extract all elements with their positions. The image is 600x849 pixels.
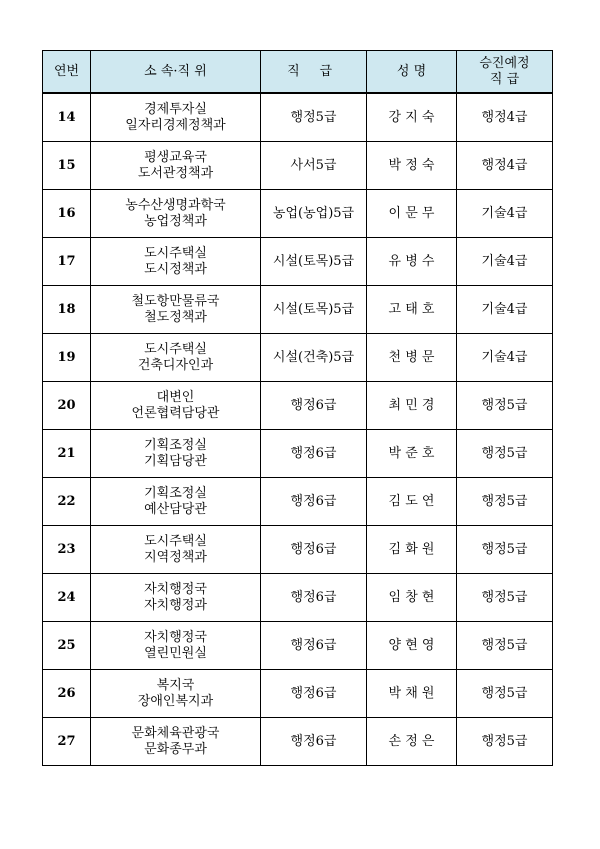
row-department-bureau: 도시주택실 <box>144 245 207 261</box>
row-name: 박 채 원 <box>367 670 457 718</box>
row-number: 27 <box>43 718 91 766</box>
row-name: 천 병 문 <box>367 334 457 382</box>
row-number: 22 <box>43 478 91 526</box>
row-number: 26 <box>43 670 91 718</box>
row-promotion-grade: 행정4급 <box>457 142 553 190</box>
row-department <box>91 574 261 622</box>
row-department-bureau: 자치행정국 <box>144 629 207 645</box>
row-promotion-grade: 기술4급 <box>457 190 553 238</box>
row-department-bureau: 농수산생명과학국 <box>125 197 226 213</box>
row-number: 20 <box>43 382 91 430</box>
row-number: 14 <box>43 93 91 142</box>
table-row <box>43 670 553 718</box>
row-grade: 행정6급 <box>261 478 367 526</box>
row-promotion-grade: 행정5급 <box>457 478 553 526</box>
table-row <box>43 238 553 286</box>
row-name: 박 정 숙 <box>367 142 457 190</box>
row-number: 25 <box>43 622 91 670</box>
promotion-table <box>42 50 553 766</box>
row-department-division: 문화종무과 <box>144 741 207 757</box>
row-name: 박 준 호 <box>367 430 457 478</box>
row-promotion-grade: 기술4급 <box>457 286 553 334</box>
table-body <box>43 93 553 766</box>
row-department-division: 예산담당관 <box>144 501 207 517</box>
row-department <box>91 670 261 718</box>
row-name: 임 창 현 <box>367 574 457 622</box>
row-grade: 사서5급 <box>261 142 367 190</box>
row-department-bureau: 철도항만물류국 <box>131 293 220 309</box>
row-department-division: 지역정책과 <box>144 549 207 565</box>
header-promo-line2: 직 급 <box>489 71 520 87</box>
header-no: 연번 <box>43 51 91 94</box>
row-department-division: 기획담당관 <box>144 453 207 469</box>
row-name: 손 정 은 <box>367 718 457 766</box>
row-department-division: 언론협력담당관 <box>131 405 220 421</box>
row-grade: 행정5급 <box>261 93 367 142</box>
row-grade: 농업(농업)5급 <box>261 190 367 238</box>
row-department-bureau: 도시주택실 <box>144 341 207 357</box>
row-grade: 행정6급 <box>261 670 367 718</box>
table-row <box>43 622 553 670</box>
row-number: 17 <box>43 238 91 286</box>
table-row <box>43 190 553 238</box>
row-department-division: 장애인복지과 <box>137 693 214 709</box>
row-department-bureau: 기획조정실 <box>144 485 207 501</box>
row-grade: 행정6급 <box>261 382 367 430</box>
row-department <box>91 334 261 382</box>
row-promotion-grade: 기술4급 <box>457 238 553 286</box>
table-row <box>43 286 553 334</box>
table-row <box>43 93 553 142</box>
header-promo <box>457 51 553 94</box>
row-number: 21 <box>43 430 91 478</box>
row-promotion-grade: 행정5급 <box>457 526 553 574</box>
table-row <box>43 718 553 766</box>
row-grade: 행정6급 <box>261 574 367 622</box>
row-department <box>91 93 261 142</box>
row-promotion-grade: 행정5급 <box>457 382 553 430</box>
row-name: 고 태 호 <box>367 286 457 334</box>
row-department <box>91 190 261 238</box>
row-department-bureau: 평생교육국 <box>144 149 207 165</box>
row-department <box>91 430 261 478</box>
row-promotion-grade: 행정5급 <box>457 718 553 766</box>
row-promotion-grade: 행정5급 <box>457 430 553 478</box>
row-department-bureau: 대변인 <box>156 389 195 405</box>
table-row <box>43 430 553 478</box>
row-department-bureau: 복지국 <box>156 677 195 693</box>
row-department-bureau: 자치행정국 <box>144 581 207 597</box>
row-number: 16 <box>43 190 91 238</box>
row-name: 김 화 원 <box>367 526 457 574</box>
row-department-division: 열린민원실 <box>144 645 207 661</box>
row-promotion-grade: 행정4급 <box>457 93 553 142</box>
row-number: 24 <box>43 574 91 622</box>
table-row <box>43 334 553 382</box>
row-name: 강 지 숙 <box>367 93 457 142</box>
row-department-division: 건축디자인과 <box>137 357 214 373</box>
table-row <box>43 478 553 526</box>
row-department-bureau: 경제투자실 <box>144 101 207 117</box>
row-name: 유 병 수 <box>367 238 457 286</box>
row-department <box>91 718 261 766</box>
row-department-division: 농업정책과 <box>144 213 207 229</box>
row-promotion-grade: 행정5급 <box>457 574 553 622</box>
row-department-division: 철도정책과 <box>144 309 207 325</box>
row-number: 15 <box>43 142 91 190</box>
row-grade: 행정6급 <box>261 622 367 670</box>
row-promotion-grade: 행정5급 <box>457 622 553 670</box>
row-number: 18 <box>43 286 91 334</box>
row-department-division: 자치행정과 <box>144 597 207 613</box>
table-row <box>43 574 553 622</box>
table-header <box>43 51 553 94</box>
row-department-division: 일자리경제정책과 <box>125 117 226 133</box>
row-name: 김 도 연 <box>367 478 457 526</box>
row-grade: 행정6급 <box>261 718 367 766</box>
row-promotion-grade: 행정5급 <box>457 670 553 718</box>
row-department <box>91 238 261 286</box>
row-name: 양 현 영 <box>367 622 457 670</box>
row-promotion-grade: 기술4급 <box>457 334 553 382</box>
row-department <box>91 142 261 190</box>
row-number: 23 <box>43 526 91 574</box>
header-grade: 직 급 <box>261 51 367 94</box>
row-grade: 시설(토목)5급 <box>261 286 367 334</box>
row-department-division: 도서관정책과 <box>137 165 214 181</box>
row-department <box>91 286 261 334</box>
table-row <box>43 382 553 430</box>
row-grade: 시설(건축)5급 <box>261 334 367 382</box>
row-department-bureau: 도시주택실 <box>144 533 207 549</box>
row-department-division: 도시정책과 <box>144 261 207 277</box>
row-grade: 시설(토목)5급 <box>261 238 367 286</box>
row-name: 이 문 무 <box>367 190 457 238</box>
table-row <box>43 526 553 574</box>
row-grade: 행정6급 <box>261 430 367 478</box>
row-grade: 행정6급 <box>261 526 367 574</box>
header-dept: 소 속·직 위 <box>91 51 261 94</box>
row-department-bureau: 문화체육관광국 <box>131 725 220 741</box>
row-department <box>91 622 261 670</box>
row-department <box>91 478 261 526</box>
row-department-bureau: 기획조정실 <box>144 437 207 453</box>
table-row <box>43 142 553 190</box>
header-name: 성 명 <box>367 51 457 94</box>
row-department <box>91 382 261 430</box>
row-number: 19 <box>43 334 91 382</box>
row-department <box>91 526 261 574</box>
row-name: 최 민 경 <box>367 382 457 430</box>
header-promo-line1: 승진예정 <box>479 55 530 71</box>
